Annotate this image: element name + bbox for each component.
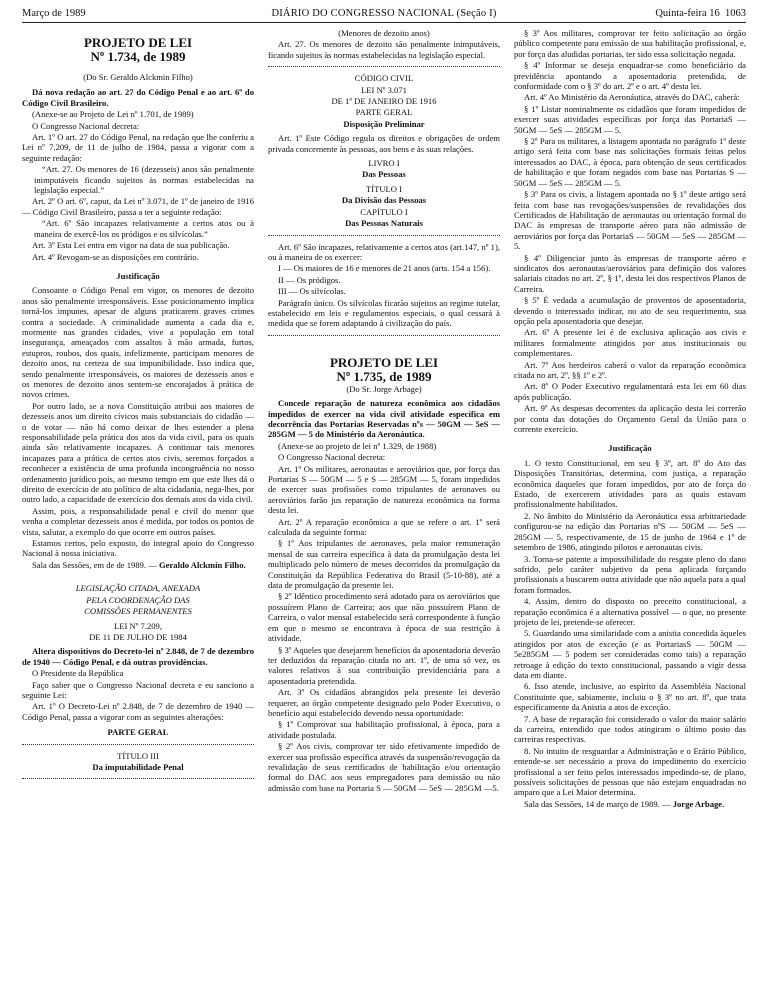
bill2-article-7: Art. 7º Aos herdeiros caberá o valor da reparação econômica citada no art. 2º, §§ 1º e 2º. [514, 359, 746, 380]
president: O Presidente da República [32, 668, 124, 679]
article-2: Art. 2º O art. 6º, caput, da Lei nº 3.071, de 1º de janeiro de 1916 — Código Civil Brasileiro, passa a ter a seguinte redação: [22, 196, 254, 217]
column-1 [22, 28, 254, 785]
bill2-art3-par-2: § 2º Aos civis, comprovar ter sido efetivamente impedido de exercer sua profissão específica através da suspensão/revogação da revalidação de seus certificados de habilitação e/ou orientação formal do DAC aos seus empregadores para demissão ou não admissão com base na Portaria S — 50GM — 5eS — 285GM —5. [268, 741, 500, 793]
law-date: DE 11 DE JULHO DE 1984 [89, 631, 187, 642]
column-3 [514, 28, 746, 810]
law-article-1: Art. 1º O Decreto-Lei nº 2.848, de 7 de dezembro de 1940 — Código Penal, passa a vigorar com as seguintes alterações: [22, 701, 254, 722]
article-6: Art. 6º São incapazes, relativamente a certos atos (art.147, nº 1), ou à maneira de os exercer: [268, 241, 500, 262]
bill2-art3-par-4: § 4º Informar se deseja enquadrar-se como beneficiário da previdência apontando a aposentadoria pretendida, de conformidade com o § 3º do art. 2º e o art. 4º desta lei. [514, 60, 746, 92]
header-weekday: Quinta-feira 16 [655, 8, 720, 19]
item-iii: III — Os silvícolas. [278, 286, 346, 297]
bill2-art4-par-3: § 3º Para os civis, a listagem apontada no § 1º deste artigo será feita com base nas revogações/suspensões de revalidações dos Certificados de Habilitação de aeronautas ou orientação formal do DAC às empresas de transporte aéreo para não admissão de aeroviários por força das PortariaS — 50GM — 5eS — 285GM —5. [514, 189, 746, 252]
justification-heading-2: Justificação [608, 443, 652, 454]
legislation-heading: COMISSÕES PERMANENTES [84, 606, 192, 617]
bill-author: (Do Sr. Geraldo Alckmin Filho) [83, 72, 193, 82]
decreta-2: O Congresso Nacional decreta: [278, 452, 386, 463]
bill2-art3-par-1: § 1º Comprovar sua habilitação profissional, à época, para a atividade postulada. [268, 719, 500, 740]
bill2-par-3: § 3º Aqueles que desejarem benefícios da aposentadoria deverão ter deduzidos da reparação citada no art. 1º, de uma só vez, os valores relativos à sua contribuição previdenciária para a aposentadoria pretendida. [268, 644, 500, 686]
section-heading: (Menores de dezoito anos) [338, 28, 430, 38]
book-heading: LIVRO I [368, 158, 400, 169]
civil-code-prelim: Disposição Preliminar [343, 118, 425, 129]
bill-title: PROJETO DE LEI [83, 35, 193, 50]
sanction: Faço saber que o Congresso Nacional decreta e eu sanciono a seguinte Lei: [22, 679, 254, 700]
justification-para: Estamos certos, pelo exposto, do integral apoio do Congresso Nacional à nossa iniciativa. [22, 538, 254, 559]
ellipsis-divider [22, 778, 254, 779]
justification-heading: Justificação [116, 270, 160, 281]
bill2-par-2: § 2º Idêntico procedimento será adotado para os aeroviários que possuírem Plano de Carreira; aos que não possuírem Plano de Carreira, o valor mensal estabelecido será correspondente à função em que o mesmo se encontrava à época de sua restrição à atividade. [268, 591, 500, 644]
justification2-para: 4. Assim, dentro do disposto no preceito constitucional, a reparação econômica é a alternativa possível — o que, no presente projeto de lei, pretende-se oferecer. [514, 596, 746, 627]
bill2-article-6: Art. 6º A presente lei é de exclusiva aplicação aos civis e militares formalmente atingidos por atos institucionais ou complementares. [514, 327, 746, 359]
ellipsis-divider [268, 335, 500, 336]
column-2 [268, 28, 500, 794]
justification2-para: 6. Isso atende, inclusive, ao espírito da Assembléia Nacional Constituinte que, sabiamente, incluiu o § 3º no art. 8º, que trata especificamente da Anistia a atos de exceção. [514, 681, 746, 713]
sole-paragraph: Parágrafo único. Os silvícolas ficarão sujeitos ao regime tutelar, estabelecido em leis e regulamentos especiais, o qual cessará à medida que se forem adaptando à civilização do país. [268, 297, 500, 329]
justification2-para: 2. No âmbito do Ministério da Aeronáutica essa arbitrariedade configurou-se na edição das Portarias nºS — 50GM — 5eS — 285GM — 5, respectivamente, de 15 de junho de 1964 e 1º de setembro de 1986, atingindo pilotos e aeronautas civis. [514, 510, 746, 553]
bill-ementa: Dá nova redação ao art. 27 do Código Penal e ao art. 6º do Código Civil Brasileiro. [22, 87, 254, 108]
item-i: I — Os maiores de 16 e menores de 21 anos (arts. 154 a 156). [278, 263, 491, 274]
chapter-sub: Das Pessoas Naturais [345, 218, 423, 229]
title-iii: TÍTULO III [117, 750, 159, 761]
ellipsis-divider [268, 235, 500, 236]
bill2-par-1: § 1º Aos tripulantes de aeronaves, pela maior remuneração mensal de sua carreira específica à data da promulgação desta lei multiplicado pelo número de meses decorridos da promulgação da Constituição da República Federativa do Brasil (5-10-88), até a data de promulgação da presente lei. [268, 538, 500, 591]
article-2-quote: “Art. 6º São incapazes relativamente a certos atos ou à maneira de exercê-los os pródigos e os silvícolas.” [34, 218, 254, 239]
civil-code-heading: CÓDIGO CIVIL [354, 73, 414, 84]
bill2-art4-par-2: § 2º Para os militares, a listagem apontada no parágrafo 1º deste artigo será feita com base nas solicitações formais feitas pelos interessados ao DAC, à época, para obtenção de seus certificados de habilitação e que foram negados com base nas Portarias S — 50GM — 5eS — 285GM — 5. [514, 136, 746, 188]
header-page-number: 1063 [725, 8, 746, 19]
decreta: O Congresso Nacional decreta: [32, 120, 140, 131]
bill2-art4-par-1: § 1º Listar nominalmente os cidadãos que foram impedidos de exercer suas atividades específicas por força das PortariaS — 50GM — 5eS — 285GM — 5. [514, 103, 746, 135]
justification2-para: 3. Torna-se patente a impossibilidade do resgate pleno do dano sofrido, pelo caráter subjetivo da pena aplicada forçando profissionais a buscarem outra atividade que não aquela para a qual foram formados. [514, 553, 746, 595]
bill-annex: (Anexe-se ao Projeto de Lei nº 1.701, de 1989) [32, 109, 194, 120]
session-date: Sala das Sessões, em de de 1989. — [32, 559, 157, 570]
bill2-article-3: Art. 3º Os cidadãos abrangidos pela presente lei deverão requerer, ao órgão competente designado pelo Poder Executivo, o benefício aqui estabelecido devendo nessa oportunidade: [268, 687, 500, 718]
civil-code-date: DE 1º DE JANEIRO DE 1916 [331, 96, 437, 107]
civil-code-law: LEI Nº 3.071 [361, 84, 407, 95]
civil-code-article-1: Art. 1º Este Código regula os direitos e obrigações de ordem privada concernente às pessoas, aos bens e às suas relações. [268, 133, 500, 154]
justification2-para: 8. No intuito de resguardar a Administração e o Erário Público, entende-se ser necessário a prova do impedimento do exercício profissional a ser feito pelos interessados impedindo-se, de plano, possíveis solicitações de pessoas que não estejam enquadradas no amparo que a Lei Maior determina. [514, 745, 746, 798]
book-sub: Das Pessoas [362, 169, 406, 180]
justification2-para: 5. Guardando uma similaridade com a anistia concedida àqueles atingidos por atos de exceção (e as PortariasS — 50GM — 5e285GM — 5 podem ser consideradas como tais) a reparação retroage à edição do texto constitucional, passando a vigir dessa data em diante. [514, 628, 746, 680]
bill2-art3-par-3: § 3º Aos militares, comprovar ter feito solicitação ao órgão público competente para emissão de sua habilitação profissional, e, por força das aludidas portarias, ter sido essa solicitação negada. [514, 28, 746, 59]
justification-para: Assim, pois, a responsabilidade penal e civil do menor que venha a completar dezesseis anos é medida, por todos os pontos de vista, salutar, a exemplo do que ocorre em outros países. [22, 505, 254, 537]
ellipsis-divider [22, 744, 254, 745]
title-sub: Da Divisão das Pessoas [341, 195, 427, 206]
page-header [22, 8, 746, 23]
bill2-article-9: Art. 9º As despesas decorrentes da aplicação desta lei correrão por conta das dotações do Orçamento Geral da União para o corrente exercício. [514, 403, 746, 435]
title-heading: TÍTULO I [365, 183, 403, 194]
article-3: Art. 3º Esta Lei entra em vigor na data de sua publicação. [32, 240, 230, 251]
bill-number: Nº 1.734, de 1989 [90, 49, 186, 64]
bill2-article-2: Art. 2º A reparação econômica a que se refere o art. 1º será calculada da seguinte forma: [268, 516, 500, 538]
justification-para: Consoante o Código Penal em vigor, os menores de dezoito anos são penalmente irresponsáveis. Esse posicionamento implica torná-los impunes, apesar de alguns praticarem graves crimes contra a sociedade. A criminalidade aumenta a cada dia e, mormente nas grandes cidades, vive a população em total insegurança, ameaçados com assaltos à mão armada, furtos, estupros, roubos, dos quais, infelizmente, participam menores de dezoito anos, na certeza de sua impunibilidade. Isso indica que, sendo penalmente irresponsáveis, os maiores de dezesseis anos e os menores de dezoito anos sentem-se encorajados à prática de novos crimes. [22, 285, 254, 400]
header-page [655, 8, 746, 19]
bill-number-2: Nº 1.735, de 1989 [336, 368, 432, 384]
bill2-article-4: Art. 4º Ao Ministério da Aeronáutica, através do DAC, caberá: [524, 92, 740, 103]
article-1-quote: “Art. 27. Os menores de 16 (dezesseis) anos são penalmente inimputáveis ficando sujeitos às normas estabelecidas na legislação especial.” [34, 164, 254, 196]
legislation-heading: PELA COORDENAÇÃO DAS [86, 594, 190, 605]
chapter-heading: CAPÍTULO I [360, 206, 408, 217]
article-4: Art. 4º Revogam-se as disposições em contrário. [32, 251, 199, 262]
bill2-article-8: Art. 8º O Poder Executivo regulamentará esta lei em 60 dias após publicação. [514, 381, 746, 402]
law-ementa: Altera dispositivos do Decreto-lei nº 2.848, de 7 de dezembro de 1940 — Código Penal, e dá outras providências. [22, 646, 254, 667]
title-iii-sub: Da imputabilidade Penal [92, 761, 184, 772]
session-date-2: Sala das Sessões, 14 de março de 1989. — [524, 798, 671, 809]
bill2-article-1: Art. 1º Os militares, aeronautas e aeroviários que, por força das Portarias S — 50GM — 5 e S — 285GM — 5, foram impedidos de exercer suas profissões como tripulantes de aeronaves ou aeroviários farão jus reparação de natureza econômica na forma desta lei. [268, 463, 500, 516]
item-ii: II — Os pródigos. [278, 274, 341, 285]
bill-author-2: (Do Sr. Jorge Arbage) [346, 383, 422, 394]
signature-2: Jorge Arbage. [672, 798, 725, 809]
article-1: Art. 1º O art. 27 do Código Penal, na redação que lhe conferiu a Lei nº 7.209, de 11 de julho de 1984, passa a vigorar com a seguinte redação: [22, 132, 254, 163]
bill2-art4-par-5: § 5º É vedada a acumulação de proventos de aposentadoria, devendo o interessado indicar, no ato de seu requerimento, sua opção pela aposentadoria que desejar. [514, 295, 746, 326]
civil-code-part: PARTE GERAL [355, 107, 413, 118]
signature-line [22, 560, 254, 570]
signature: Geraldo Alckmin Filho. [158, 559, 246, 570]
justification-para: Por outro lado, se a nova Constituição atribui aos maiores de dezesseis anos um direito cívicos mais substanciais do cidadão — o de votar — não há como deixar de lhes estender a plena responsabilidade pela prática dos atos da vida civil, para os quais ainda são relativamente incapazes. A continuar tais menores incapazes para a prática de certos atos civis, seremos forçados a reconhecer a existência de uma profunda incongruência no nosso ordenamento jurídico pois, ao mesmo tempo em que este lhes dá o direito de exercício de ato político de alta cidadania, nega-lhes, por outro lado, a capacidade de exercício dos demais atos da vida civil. [22, 400, 254, 505]
bill-annex-2: (Anexe-se ao projeto de lei nº 1.329, de 1988) [278, 440, 437, 451]
legislation-heading: LEGISLAÇÃO CITADA, ANEXADA [75, 583, 201, 594]
bill2-art4-par-4: § 4º Diligenciar junto às empresas de transporte aéreo e sindicatos dos aeronautas/aeroviários para definição dos valores salariais citados no art. 2º, § 1º, desta lei dos respectivos Planos de Carreira. [514, 252, 746, 294]
bill-title-2: PROJETO DE LEI [329, 354, 439, 370]
header-journal: DIÁRIO DO CONGRESSO NACIONAL (Seção I) [271, 8, 497, 19]
justification2-para: 7. A base de reparação foi considerado o valor do maior salário da carreira, entendido que todos atingiram o último posto das carreiras respectivas. [514, 713, 746, 745]
header-date: Março de 1989 [22, 8, 86, 19]
law-number: LEI Nº 7.209, [113, 620, 162, 631]
article-27: Art. 27. Os menores de dezoito são penalmente inimputáveis, ficando sujeitos às normas estabelecidas na legislação especial. [268, 39, 500, 60]
justification2-para: 1. O texto Constitucional, em seu § 3º, art. 8º do Ato das Disposições Transitórias, determina, com justiça, a reparação econômica daqueles que foram impedidos, por ato de força do Estado, de exercerem atividades para as quais estavam profissionalmente habilitados. [514, 457, 746, 510]
bill-ementa-2: Concede reparação de natureza econômica aos cidadãos impedidos de exercer na vida civil atividade específica em decorrência das Portarias Reservadas nºs — 50GM — 5eS — 285GM — 5 do Ministério da Aeronáutica. [268, 398, 500, 440]
ellipsis-divider [268, 66, 500, 67]
general-part: PARTE GERAL [107, 727, 169, 738]
signature-line-2 [514, 799, 746, 809]
